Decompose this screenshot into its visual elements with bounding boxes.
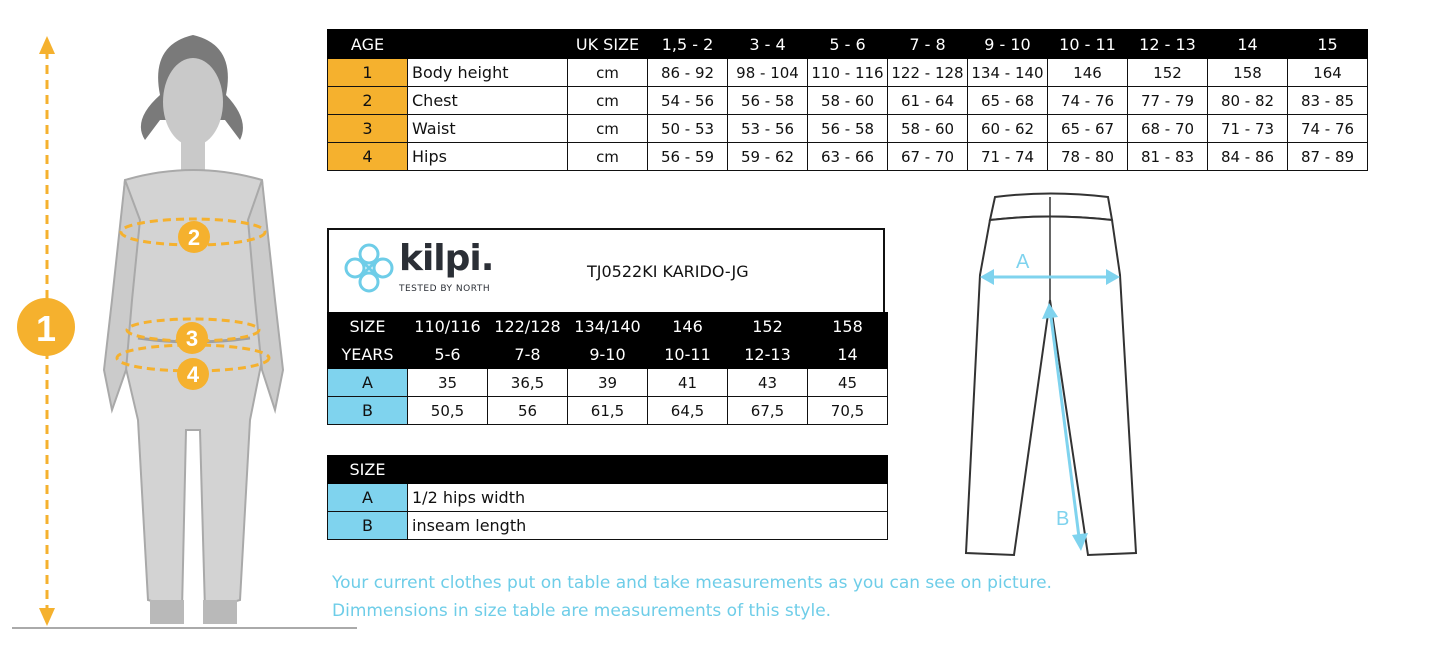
header-years-col: 7-8 (488, 341, 568, 369)
cell-value: 68 - 70 (1128, 115, 1208, 143)
header-age-col: 15 (1288, 30, 1368, 59)
cell-value: 35 (408, 369, 488, 397)
svg-text:1: 1 (35, 308, 57, 349)
cell-value: 134 - 140 (968, 59, 1048, 87)
legend-row-b (328, 512, 888, 540)
cell-value: 67,5 (728, 397, 808, 425)
marker-4 (177, 358, 209, 390)
table-row-a (328, 369, 888, 397)
header-blank (408, 30, 568, 59)
cell-value: 36,5 (488, 369, 568, 397)
header-size-col: 152 (728, 313, 808, 341)
cell-value: 41 (648, 369, 728, 397)
header-years: YEARS (328, 341, 408, 369)
header-size-col: 158 (808, 313, 888, 341)
cell-value: 84 - 86 (1208, 143, 1288, 171)
header-years-col: 5-6 (408, 341, 488, 369)
header-age-col: 3 - 4 (728, 30, 808, 59)
product-size-table (327, 312, 888, 425)
legend-label: B (328, 512, 408, 540)
cell-value: 61,5 (568, 397, 648, 425)
row-label: Chest (408, 87, 568, 115)
legend-header-blank (408, 456, 888, 484)
brand-logo-word: kilpi. (399, 238, 494, 279)
row-number: 4 (328, 143, 408, 171)
row-label: Body height (408, 59, 568, 87)
cell-value: 39 (568, 369, 648, 397)
header-size-col: 146 (648, 313, 728, 341)
cell-value: 71 - 74 (968, 143, 1048, 171)
marker-1 (17, 298, 75, 356)
product-size-row (328, 313, 888, 341)
svg-text:3: 3 (185, 326, 199, 351)
header-years-col: 14 (808, 341, 888, 369)
pants-label-a: A (1016, 251, 1030, 273)
product-code: TJ0522KI KARIDO-JG (587, 262, 749, 281)
legend-header (328, 456, 888, 484)
row-unit: cm (568, 143, 648, 171)
cell-value: 74 - 76 (1288, 115, 1368, 143)
cell-value: 70,5 (808, 397, 888, 425)
cell-value: 86 - 92 (648, 59, 728, 87)
measurement-legend-table (327, 455, 888, 540)
legend-text: 1/2 hips width (408, 484, 888, 512)
cell-value: 77 - 79 (1128, 87, 1208, 115)
row-unit: cm (568, 87, 648, 115)
cell-value: 63 - 66 (808, 143, 888, 171)
cell-value: 110 - 116 (808, 59, 888, 87)
row-unit: cm (568, 59, 648, 87)
row-number: 1 (328, 59, 408, 87)
cell-value: 71 - 73 (1208, 115, 1288, 143)
cell-value: 164 (1288, 59, 1368, 87)
header-size-col: 110/116 (408, 313, 488, 341)
row-number: 3 (328, 115, 408, 143)
cell-value: 74 - 76 (1048, 87, 1128, 115)
legend-text: inseam length (408, 512, 888, 540)
row-unit: cm (568, 115, 648, 143)
header-uk-size: UK SIZE (568, 30, 648, 59)
header-age-col: 7 - 8 (888, 30, 968, 59)
cell-value: 45 (808, 369, 888, 397)
cell-value: 87 - 89 (1288, 143, 1368, 171)
cell-value: 65 - 68 (968, 87, 1048, 115)
cell-value: 56 - 58 (808, 115, 888, 143)
header-age-col: 10 - 11 (1048, 30, 1128, 59)
pants-diagram (950, 185, 1150, 575)
row-label: B (328, 397, 408, 425)
row-label: Hips (408, 143, 568, 171)
header-age: AGE (328, 30, 408, 59)
row-number: 2 (328, 87, 408, 115)
cell-value: 58 - 60 (808, 87, 888, 115)
header-age-col: 14 (1208, 30, 1288, 59)
table-row-body-height (328, 59, 1368, 87)
product-years-row (328, 341, 888, 369)
cell-value: 60 - 62 (968, 115, 1048, 143)
legend-label: A (328, 484, 408, 512)
header-size-col: 122/128 (488, 313, 568, 341)
product-header (327, 228, 885, 312)
header-years-col: 10-11 (648, 341, 728, 369)
cell-value: 98 - 104 (728, 59, 808, 87)
cell-value: 67 - 70 (888, 143, 968, 171)
cell-value: 43 (728, 369, 808, 397)
cell-value: 78 - 80 (1048, 143, 1128, 171)
table-row-waist (328, 115, 1368, 143)
header-size: SIZE (328, 313, 408, 341)
marker-3 (176, 322, 208, 354)
cell-value: 80 - 82 (1208, 87, 1288, 115)
cell-value: 58 - 60 (888, 115, 968, 143)
legend-header-size: SIZE (328, 456, 408, 484)
header-age-col: 9 - 10 (968, 30, 1048, 59)
cell-value: 81 - 83 (1128, 143, 1208, 171)
cell-value: 83 - 85 (1288, 87, 1368, 115)
row-label: Waist (408, 115, 568, 143)
brand-tagline: TESTED BY NORTH (399, 284, 491, 294)
instruction-note-2: Dimmensions in size table are measurements of this style. (332, 601, 832, 621)
header-age-col: 1,5 - 2 (648, 30, 728, 59)
svg-text:4: 4 (186, 362, 200, 387)
cell-value: 59 - 62 (728, 143, 808, 171)
table-row-b (328, 397, 888, 425)
legend-row-a (328, 484, 888, 512)
cell-value: 56 - 59 (648, 143, 728, 171)
cell-value: 122 - 128 (888, 59, 968, 87)
cell-value: 152 (1128, 59, 1208, 87)
cell-value: 158 (1208, 59, 1288, 87)
cell-value: 53 - 56 (728, 115, 808, 143)
header-age-col: 5 - 6 (808, 30, 888, 59)
cell-value: 65 - 67 (1048, 115, 1128, 143)
pants-label-b: B (1056, 508, 1070, 530)
header-size-col: 134/140 (568, 313, 648, 341)
marker-2 (178, 221, 210, 253)
cell-value: 50 - 53 (648, 115, 728, 143)
size-table (327, 29, 1368, 171)
kilpi-knot-logo-icon (339, 238, 399, 298)
cell-value: 54 - 56 (648, 87, 728, 115)
cell-value: 56 (488, 397, 568, 425)
instruction-note-1: Your current clothes put on table and take measurements as you can see on picture. (332, 573, 1052, 593)
header-years-col: 12-13 (728, 341, 808, 369)
row-label: A (328, 369, 408, 397)
body-measurement-figure (0, 0, 360, 649)
cell-value: 146 (1048, 59, 1128, 87)
cell-value: 56 - 58 (728, 87, 808, 115)
cell-value: 64,5 (648, 397, 728, 425)
header-years-col: 9-10 (568, 341, 648, 369)
cell-value: 61 - 64 (888, 87, 968, 115)
header-age-col: 12 - 13 (1128, 30, 1208, 59)
table-row-hips (328, 143, 1368, 171)
size-table-header (328, 30, 1368, 59)
svg-text:2: 2 (187, 225, 201, 250)
table-row-chest (328, 87, 1368, 115)
cell-value: 50,5 (408, 397, 488, 425)
